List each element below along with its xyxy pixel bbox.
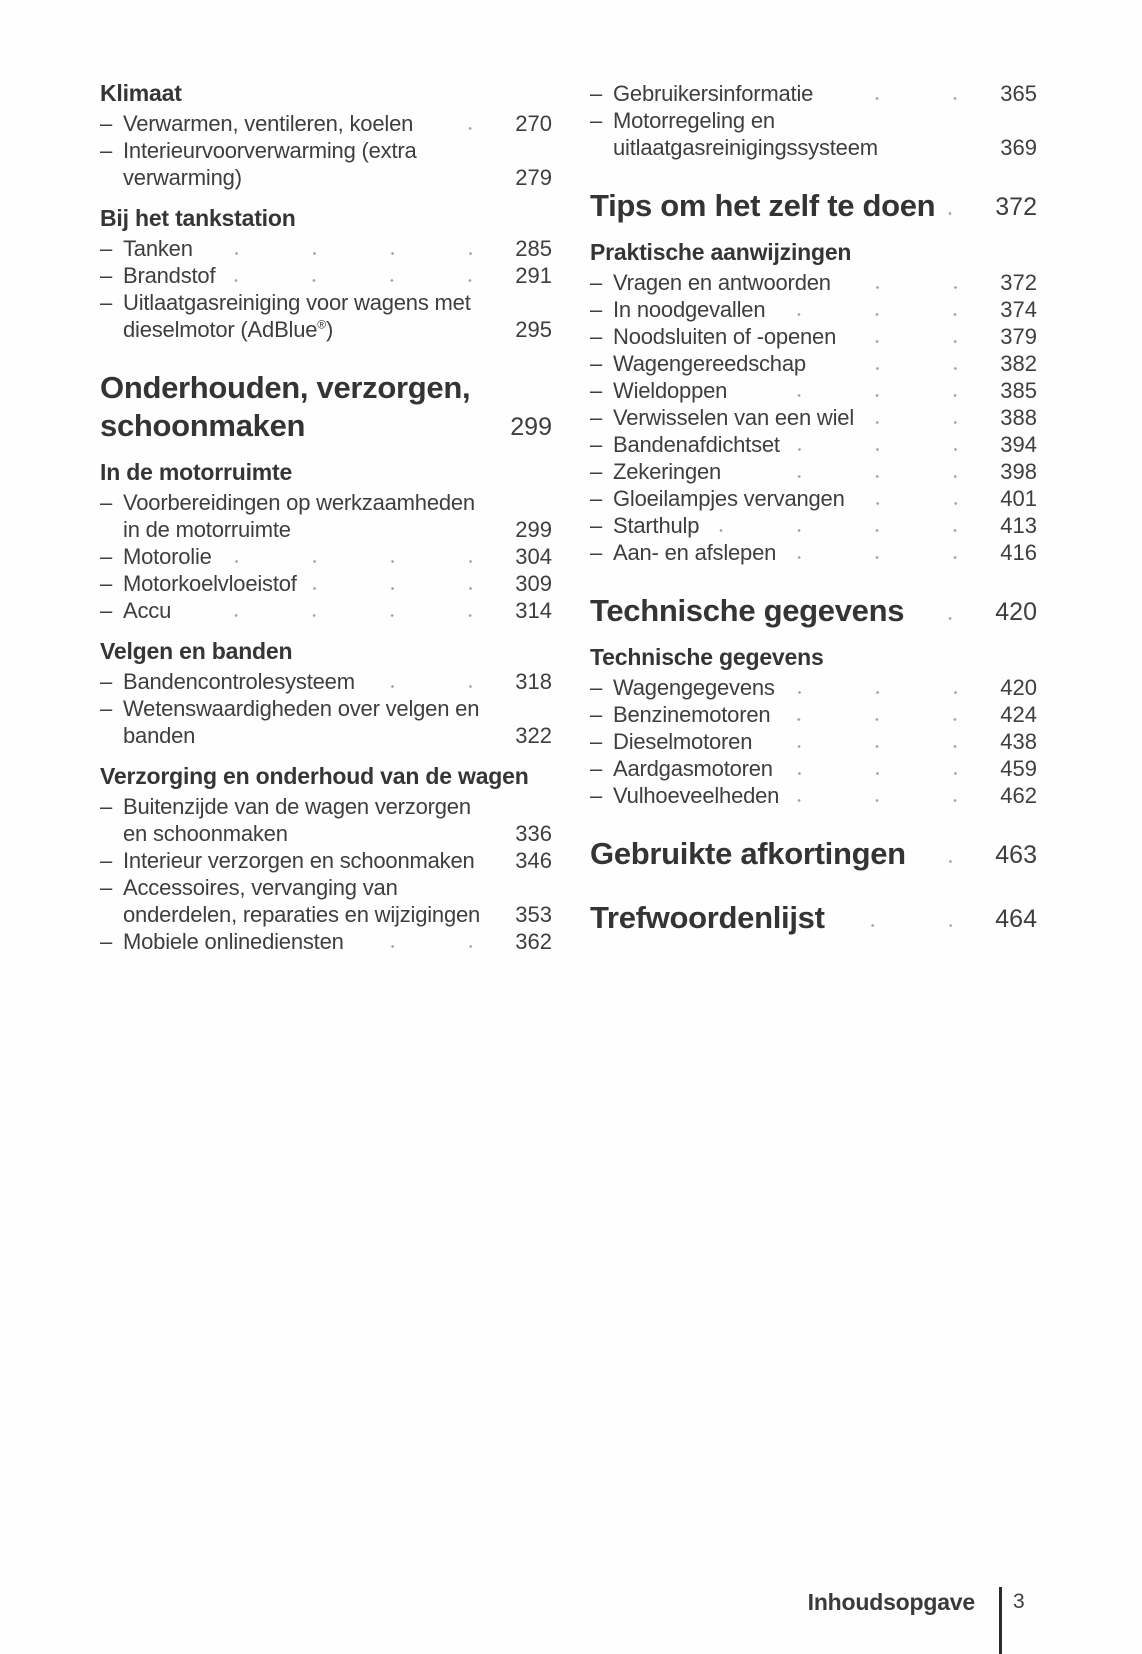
entry-title: Starthulp xyxy=(613,513,700,538)
leader-dots xyxy=(361,683,509,689)
entry-title: Bandenafdichtset xyxy=(613,432,780,457)
entry-page-number: 346 xyxy=(515,848,552,873)
entry-dash: – xyxy=(100,263,113,288)
entry-dash: – xyxy=(100,598,113,623)
chapter-page-number: 464 xyxy=(995,905,1037,933)
chapter-title: Trefwoordenlijst xyxy=(590,900,825,935)
leader-dots xyxy=(497,737,509,743)
entry-title: Benzinemotoren xyxy=(613,702,771,727)
entry-title: Tanken xyxy=(123,236,193,261)
leader-dots xyxy=(819,95,994,101)
entry-dash: – xyxy=(100,929,113,954)
section-heading: Klimaat xyxy=(100,80,182,106)
entry-title: Dieselmotoren xyxy=(613,729,753,754)
chapter-title: Onderhouden, verzorgen, schoonmaken xyxy=(100,370,471,443)
footer-section-label: Inhoudsopgave xyxy=(807,1589,975,1615)
entry-dash: – xyxy=(590,351,603,376)
toc-entry xyxy=(590,701,1037,728)
entry-page-number: 314 xyxy=(515,598,552,623)
toc-entry xyxy=(590,728,1037,755)
entry-dash: – xyxy=(590,459,603,484)
entry-page-number: 285 xyxy=(515,236,552,261)
chapter-page-number: 420 xyxy=(995,598,1037,626)
toc-entry xyxy=(590,296,1037,323)
toc-entry xyxy=(590,782,1037,809)
entry-dash: – xyxy=(590,486,603,511)
entry-title: Gebruikersinformatie xyxy=(613,81,814,106)
entry-page-number: 385 xyxy=(1000,378,1037,403)
entry-title: Wetenswaardigheden over velgen en banden xyxy=(123,696,480,748)
chapter-title: Tips om het zelf te doen xyxy=(590,188,936,223)
chapter-page-number: 299 xyxy=(510,413,552,441)
entry-dash: – xyxy=(590,108,603,133)
entry-title: Vragen en antwoorden xyxy=(613,270,831,295)
toc-right-column xyxy=(590,80,1037,947)
entry-dash: – xyxy=(590,297,603,322)
entry-page-number: 416 xyxy=(1000,540,1037,565)
entry-page-number: 365 xyxy=(1000,81,1037,106)
entry-page-number: 309 xyxy=(515,571,552,596)
toc-entry xyxy=(590,80,1037,107)
entry-title: Verwarmen, ventileren, koelen xyxy=(123,111,414,136)
leader-dots xyxy=(303,585,510,591)
entry-page-number: 372 xyxy=(1000,270,1037,295)
entry-page-number: 401 xyxy=(1000,486,1037,511)
leader-dots xyxy=(785,797,994,803)
entry-title: Accessoires, vervanging van onderdelen, reparaties en wijzigingen xyxy=(123,875,481,927)
entry-page-number: 462 xyxy=(1000,783,1037,808)
toc-entry xyxy=(100,597,552,624)
chapter-page-number: 463 xyxy=(995,841,1037,869)
entry-title: Aardgasmotoren xyxy=(613,756,773,781)
leader-dots xyxy=(705,527,994,533)
leader-dots xyxy=(851,500,995,506)
entry-dash: – xyxy=(100,544,113,569)
entry-title: Accu xyxy=(123,598,172,623)
entry-page-number: 336 xyxy=(515,821,552,846)
entry-dash: – xyxy=(590,81,603,106)
leader-dots xyxy=(786,446,994,452)
entry-page-number: 388 xyxy=(1000,405,1037,430)
toc-entry xyxy=(590,269,1037,296)
entry-page-number: 369 xyxy=(1000,135,1037,160)
leader-dots xyxy=(727,473,994,479)
toc-chapter xyxy=(590,835,1037,873)
entry-title: Interieur verzorgen en schoonmaken xyxy=(123,848,475,873)
toc-entry xyxy=(590,674,1037,701)
entry-dash: – xyxy=(100,236,113,261)
leader-dots xyxy=(812,365,994,371)
entry-dash: – xyxy=(100,571,113,596)
toc-entry xyxy=(590,107,1037,161)
leader-dots xyxy=(733,392,994,398)
entry-dash: – xyxy=(590,675,603,700)
toc-entry xyxy=(100,543,552,570)
entry-title: Motorkoelvloeistof xyxy=(123,571,297,596)
toc-entry xyxy=(590,485,1037,512)
entry-title: Buitenzijde van de wagen verzorgen en schoonmaken xyxy=(123,794,471,846)
entry-dash: – xyxy=(100,875,113,900)
entry-page-number: 374 xyxy=(1000,297,1037,322)
section-heading: Verzorging en onderhoud van de wagen xyxy=(100,763,529,789)
entry-title: Verwisselen van een wiel xyxy=(613,405,855,430)
toc-chapter xyxy=(590,187,1037,225)
entry-title: Vulhoeveelheden xyxy=(613,783,780,808)
entry-title: Noodsluiten of -openen xyxy=(613,324,837,349)
section-heading: Velgen en banden xyxy=(100,638,293,664)
toc-left-column xyxy=(100,80,552,955)
entry-page-number: 438 xyxy=(1000,729,1037,754)
entry-page-number: 379 xyxy=(1000,324,1037,349)
toc-entry xyxy=(100,289,552,343)
entry-dash: – xyxy=(590,729,603,754)
entry-title: Motorregeling en uitlaatgasreinigingssysteem xyxy=(613,108,878,160)
toc-entry xyxy=(590,458,1037,485)
entry-page-number: 394 xyxy=(1000,432,1037,457)
entry-title: Aan- en afslepen xyxy=(613,540,777,565)
leader-dots xyxy=(779,770,994,776)
leader-dots xyxy=(497,179,509,185)
toc-entry xyxy=(100,874,552,928)
entry-page-number: 318 xyxy=(515,669,552,694)
leader-dots xyxy=(842,338,994,344)
leader-dots xyxy=(499,835,509,841)
leader-dots xyxy=(782,554,994,560)
leader-dots xyxy=(912,858,989,864)
leader-dots xyxy=(177,612,509,618)
toc-entry xyxy=(100,847,552,874)
toc-chapter xyxy=(100,369,552,445)
leader-dots xyxy=(781,689,995,695)
section-heading: In de motorruimte xyxy=(100,459,293,485)
section-heading: Praktische aanwijzingen xyxy=(590,239,852,265)
entry-page-number: 270 xyxy=(515,111,552,136)
leader-dots xyxy=(499,531,509,537)
entry-page-number: 295 xyxy=(515,317,552,342)
leader-dots xyxy=(499,916,509,922)
entry-dash: – xyxy=(100,669,113,694)
entry-page-number: 322 xyxy=(515,723,552,748)
entry-page-number: 459 xyxy=(1000,756,1037,781)
entry-title: Zekeringen xyxy=(613,459,722,484)
entry-page-number: 362 xyxy=(515,929,552,954)
leader-dots xyxy=(983,149,995,155)
leader-dots xyxy=(771,311,994,317)
entry-page-number: 424 xyxy=(1000,702,1037,727)
leader-dots xyxy=(481,862,510,868)
entry-dash: – xyxy=(590,783,603,808)
chapter-page-number: 372 xyxy=(995,193,1037,221)
toc-entry xyxy=(590,512,1037,539)
entry-title: Wagengegevens xyxy=(613,675,775,700)
entry-title: Brandstof xyxy=(123,263,216,288)
toc-entry xyxy=(100,695,552,749)
entry-dash: – xyxy=(100,138,113,163)
entry-title: Uitlaatgasreiniging voor wagens met dieselmotor (AdBlue®) xyxy=(123,290,471,342)
entry-page-number: 291 xyxy=(515,263,552,288)
toc-entry xyxy=(590,404,1037,431)
entry-page-number: 382 xyxy=(1000,351,1037,376)
toc-entry xyxy=(590,431,1037,458)
entry-dash: – xyxy=(590,540,603,565)
leader-dots xyxy=(350,943,510,949)
toc-entry xyxy=(100,570,552,597)
entry-dash: – xyxy=(100,490,113,515)
entry-dash: – xyxy=(590,324,603,349)
entry-title: Mobiele onlinediensten xyxy=(123,929,344,954)
entry-dash: – xyxy=(100,848,113,873)
leader-dots xyxy=(218,558,510,564)
entry-title: Bandencontrolesysteem xyxy=(123,669,355,694)
entry-page-number: 279 xyxy=(515,165,552,190)
toc-chapter xyxy=(590,592,1037,630)
entry-dash: – xyxy=(590,756,603,781)
entry-dash: – xyxy=(590,270,603,295)
entry-page-number: 304 xyxy=(515,544,552,569)
entry-page-number: 353 xyxy=(515,902,552,927)
toc-entry xyxy=(100,235,552,262)
leader-dots xyxy=(837,284,994,290)
leader-dots xyxy=(860,419,994,425)
entry-title: Wieldoppen xyxy=(613,378,728,403)
leader-dots xyxy=(776,716,994,722)
footer-page-number: 3 xyxy=(1013,1590,1025,1613)
entry-title: Gloeilampjes vervangen xyxy=(613,486,845,511)
entry-dash: – xyxy=(590,405,603,430)
footer-divider xyxy=(999,1587,1002,1654)
leader-dots xyxy=(419,125,509,131)
entry-title: In noodgevallen xyxy=(613,297,766,322)
toc-entry xyxy=(590,350,1037,377)
entry-dash: – xyxy=(590,378,603,403)
entry-dash: – xyxy=(590,513,603,538)
chapter-title: Technische gegevens xyxy=(590,593,905,628)
toc-entry xyxy=(100,110,552,137)
toc-entry xyxy=(590,755,1037,782)
chapter-title: Gebruikte afkortingen xyxy=(590,836,906,871)
entry-title: Voorbereidingen op werkzaamheden in de motorruimte xyxy=(123,490,475,542)
entry-page-number: 420 xyxy=(1000,675,1037,700)
toc-entry xyxy=(590,323,1037,350)
toc-entry xyxy=(100,489,552,543)
leader-dots xyxy=(941,210,989,216)
entry-title: Motorolie xyxy=(123,544,212,569)
leader-dots xyxy=(199,250,510,256)
leader-dots xyxy=(910,615,989,621)
entry-dash: – xyxy=(590,432,603,457)
entry-dash: – xyxy=(100,290,113,315)
toc-entry xyxy=(100,668,552,695)
entry-title: Wagengereedschap xyxy=(613,351,806,376)
leader-dots xyxy=(831,922,990,928)
leader-dots xyxy=(499,331,509,337)
entry-title: Interieurvoorverwarming (extra verwarming) xyxy=(123,138,417,190)
registered-trademark-symbol: ® xyxy=(317,317,326,332)
section-heading: Bij het tankstation xyxy=(100,205,296,231)
entry-dash: – xyxy=(100,794,113,819)
toc-entry xyxy=(100,137,552,191)
toc-entry xyxy=(590,539,1037,566)
section-heading: Technische gegevens xyxy=(590,644,824,670)
leader-dots xyxy=(758,743,994,749)
entry-page-number: 299 xyxy=(515,517,552,542)
toc-chapter xyxy=(590,899,1037,937)
toc-entry xyxy=(590,377,1037,404)
entry-dash: – xyxy=(590,702,603,727)
leader-dots xyxy=(494,430,504,436)
leader-dots xyxy=(221,277,509,283)
toc-entry xyxy=(100,928,552,955)
entry-page-number: 398 xyxy=(1000,459,1037,484)
toc-entry xyxy=(100,262,552,289)
toc-entry xyxy=(100,793,552,847)
entry-page-number: 413 xyxy=(1000,513,1037,538)
entry-dash: – xyxy=(100,696,113,721)
entry-dash: – xyxy=(100,111,113,136)
